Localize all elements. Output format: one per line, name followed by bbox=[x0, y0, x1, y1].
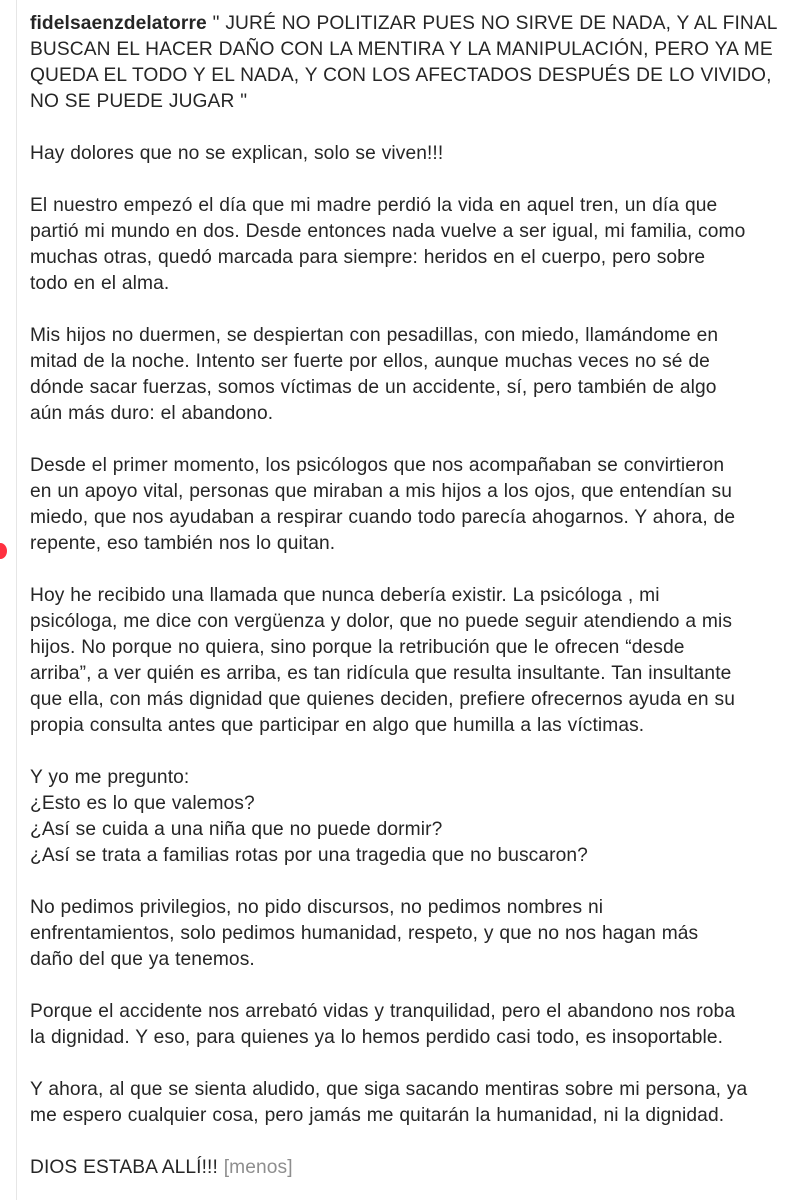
caption-paragraph bbox=[30, 583, 790, 739]
caption-line: No pedimos privilegios, no pido discursos, no pedimos nombres ni bbox=[30, 897, 604, 918]
caption-paragraph bbox=[30, 193, 790, 297]
quote-line: NO SE PUEDE JUGAR " bbox=[30, 91, 248, 112]
caption-line: Y yo me pregunto: bbox=[30, 767, 190, 788]
caption-line: mitad de la noche. Intento ser fuerte por ellos, aunque muchas veces no sé de bbox=[30, 351, 710, 372]
caption-line: la dignidad. Y eso, para quienes ya lo hemos perdido casi todo, es insoportable. bbox=[30, 1027, 724, 1048]
caption-line: ¿Así se cuida a una niña que no puede dormir? bbox=[30, 819, 443, 840]
caption-line: Y ahora, al que se sienta aludido, que siga sacando mentiras sobre mi persona, ya bbox=[30, 1079, 748, 1100]
caption-line: Hoy he recibido una llamada que nunca debería existir. La psicóloga , mi bbox=[30, 585, 660, 606]
caption-line: repente, eso también nos lo quitan. bbox=[30, 533, 336, 554]
caption-paragraph bbox=[30, 323, 790, 427]
caption-paragraph bbox=[30, 895, 790, 973]
caption-line: aún más duro: el abandono. bbox=[30, 403, 274, 424]
caption-line: muchas otras, quedó marcada para siempre: heridos en el cuerpo, pero sobre bbox=[30, 247, 706, 268]
caption-paragraph bbox=[30, 765, 790, 869]
caption-line: dónde sacar fuerzas, somos víctimas de un accidente, sí, pero también de algo bbox=[30, 377, 717, 398]
caption-line: partió mi mundo en dos. Desde entonces nada vuelve a ser igual, mi familia, como bbox=[30, 221, 746, 242]
caption-line: psicóloga, me dice con vergüenza y dolor, que no puede seguir atendiendo a mis bbox=[30, 611, 733, 632]
caption-closing bbox=[30, 1155, 790, 1181]
caption-line: Porque el accidente nos arrebató vidas y tranquilidad, pero el abandono nos roba bbox=[30, 1001, 736, 1022]
caption-line: todo en el alma. bbox=[30, 273, 170, 294]
quote-line: " JURÉ NO POLITIZAR PUES NO SIRVE DE NADA, Y AL FINAL bbox=[206, 13, 778, 34]
caption-line: El nuestro empezó el día que mi madre perdió la vida en aquel tren, un día que bbox=[30, 195, 718, 216]
caption-paragraph bbox=[30, 453, 790, 557]
caption-line: ¿Así se trata a familias rotas por una tragedia que no buscaron? bbox=[30, 845, 588, 866]
caption-line: en un apoyo vital, personas que miraban a mis hijos a los ojos, que entendían su bbox=[30, 481, 732, 502]
caption-line: que ella, con más dignidad que quienes deciden, prefiere ofrecernos ayuda en su bbox=[30, 689, 735, 710]
quote-line: QUEDA EL TODO Y EL NADA, Y CON LOS AFECTADOS DESPUÉS DE LO VIVIDO, bbox=[30, 65, 772, 86]
caption-line: enfrentamientos, solo pedimos humanidad, respeto, y que no nos hagan más bbox=[30, 923, 699, 944]
caption-line: ¿Esto es lo que valemos? bbox=[30, 793, 255, 814]
left-divider bbox=[16, 0, 17, 1200]
less-button[interactable]: [menos] bbox=[223, 1157, 293, 1178]
caption-paragraph bbox=[30, 141, 790, 167]
closing-text: DIOS ESTABA ALLÍ!!! bbox=[30, 1157, 224, 1178]
cropped-previous-line bbox=[31, 0, 151, 1]
caption-line: miedo, que nos ayudaban a respirar cuando todo parecía ahogarnos. Y ahora, de bbox=[30, 507, 736, 528]
caption-header bbox=[30, 11, 790, 115]
caption-paragraph bbox=[30, 999, 790, 1051]
caption-line: Desde el primer momento, los psicólogos que nos acompañaban se convirtieron bbox=[30, 455, 725, 476]
post-caption bbox=[30, 11, 790, 1181]
caption-line: propia consulta antes que participar en algo que humilla a las víctimas. bbox=[30, 715, 645, 736]
caption-line: me espero cualquier cosa, pero jamás me quitarán la humanidad, ni la dignidad. bbox=[30, 1105, 725, 1126]
username-link[interactable]: fidelsaenzdelatorre bbox=[30, 13, 207, 34]
quote-line: BUSCAN EL HACER DAÑO CON LA MENTIRA Y LA MANIPULACIÓN, PERO YA ME bbox=[30, 39, 773, 60]
notification-dot-icon bbox=[0, 543, 7, 559]
caption-line: arriba”, a ver quién es arriba, es tan ridícula que resulta insultante. Tan insultante bbox=[30, 663, 732, 684]
caption-paragraph bbox=[30, 1077, 790, 1129]
caption-line: Mis hijos no duermen, se despiertan con pesadillas, con miedo, llamándome en bbox=[30, 325, 719, 346]
caption-line: Hay dolores que no se explican, solo se viven!!! bbox=[30, 143, 444, 164]
caption-line: daño del que ya tenemos. bbox=[30, 949, 255, 970]
caption-line: hijos. No porque no quiera, sino porque la retribución que le ofrecen “desde bbox=[30, 637, 685, 658]
